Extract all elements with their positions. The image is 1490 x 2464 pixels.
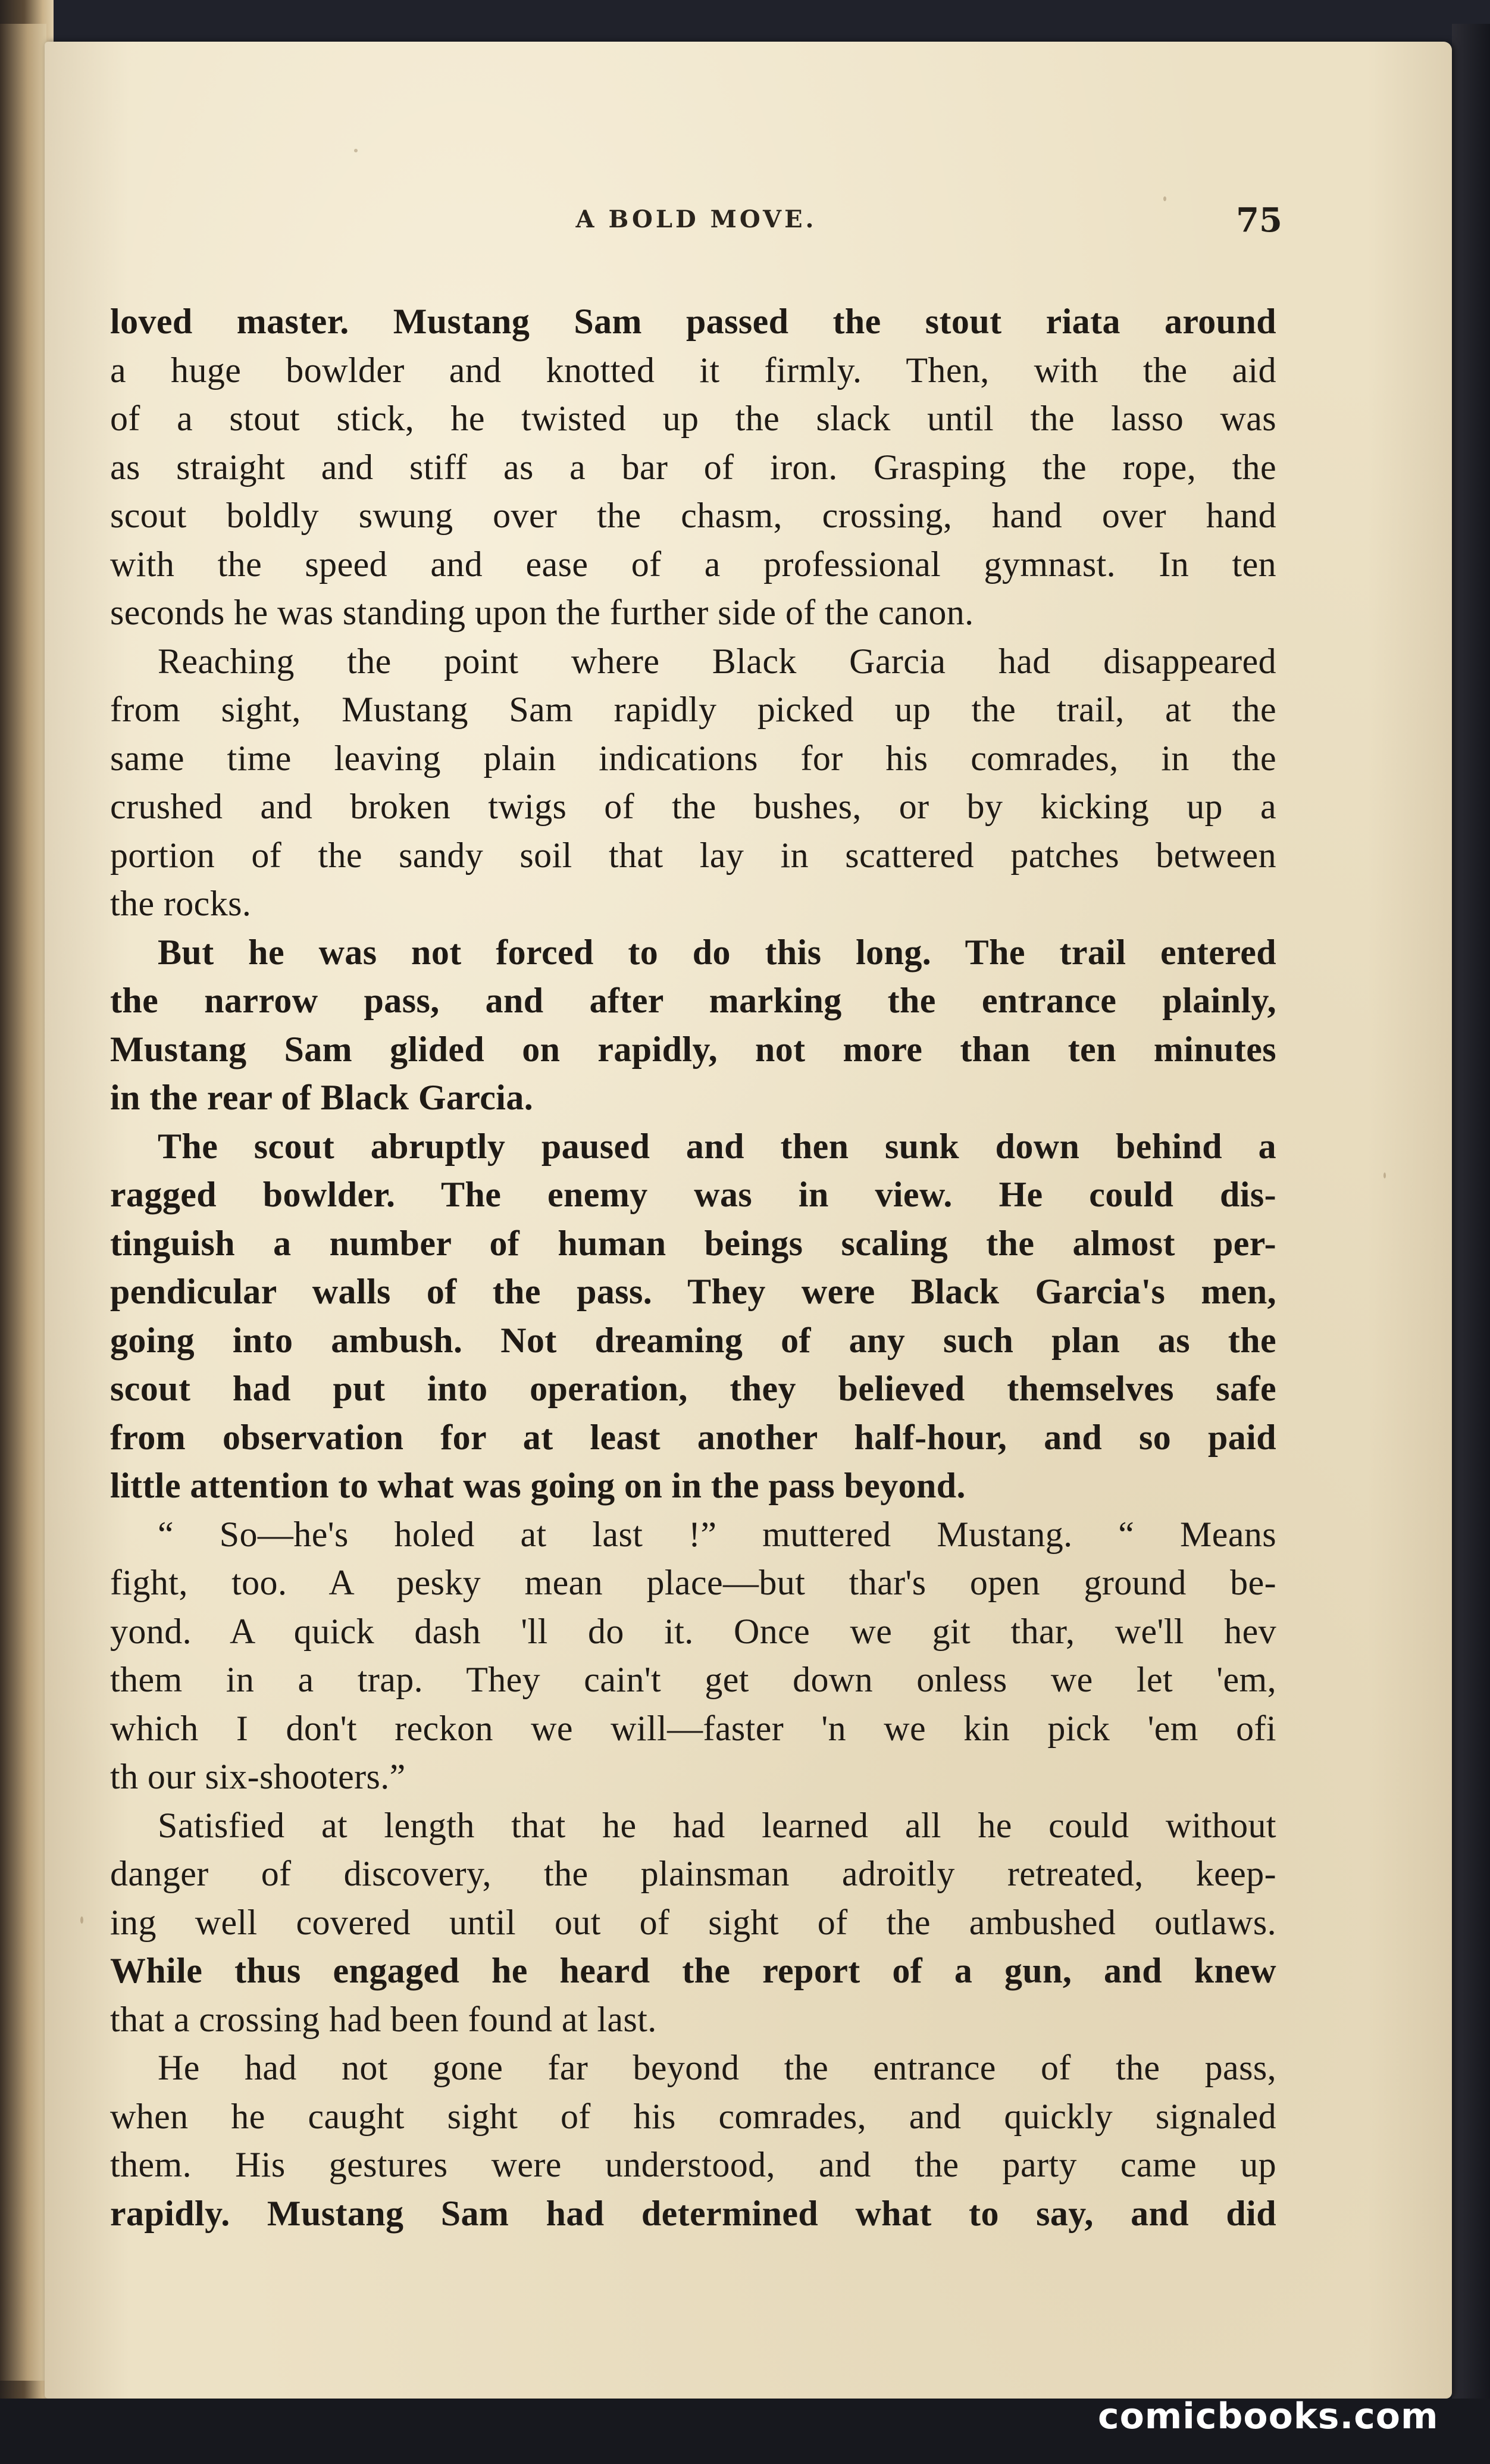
text-line: “ So—he's holed at last !” muttered Mustang. “ Means: [158, 1514, 1276, 1554]
text-line: going into ambush. Not dreaming of any such plan as the: [110, 1320, 1276, 1360]
text-line: them. His gestures were understood, and the party came up: [110, 2145, 1276, 2184]
text-line: a huge bowlder and knotted it firmly. Then, with the aid: [110, 350, 1276, 390]
text-line: rapidly. Mustang Sam had determined what to say, and did: [110, 2193, 1276, 2233]
text-line: pendicular walls of the pass. They were Black Garcia's men,: [110, 1272, 1276, 1311]
text-line: Reaching the point where Black Garcia had disappeared: [158, 641, 1276, 681]
text-line: fight, too. A pesky mean place—but thar's open ground be-: [110, 1563, 1276, 1602]
text-line: seconds he was standing upon the further side of the canon.: [110, 593, 974, 632]
paper-speck: [80, 1916, 83, 1924]
text-line: crushed and broken twigs of the bushes, or by kicking up a: [110, 787, 1276, 826]
body-text: [110, 298, 1276, 2238]
text-line: when he caught sight of his comrades, and quickly signaled: [110, 2096, 1276, 2136]
text-line: the rocks.: [110, 884, 252, 923]
text-line: But he was not forced to do this long. The trail entered: [158, 932, 1276, 972]
text-line: from sight, Mustang Sam rapidly picked up the trail, at the: [110, 690, 1276, 729]
paper-speck: [1383, 1172, 1386, 1178]
text-line: portion of the sandy soil that lay in scattered patches between: [110, 835, 1276, 875]
text-line: While thus engaged he heard the report of a gun, and knew: [110, 1951, 1276, 1990]
page-number: 75: [1236, 201, 1282, 240]
paper-speck: [354, 149, 358, 152]
text-line: He had not gone far beyond the entrance of the pass,: [158, 2048, 1276, 2087]
text-line: scout boldly swung over the chasm, crossing, hand over hand: [110, 496, 1276, 535]
text-line: th our six-shooters.”: [110, 1757, 406, 1796]
left-page-edge: [0, 24, 46, 2381]
text-line: in the rear of Black Garcia.: [110, 1078, 534, 1117]
text-line: as straight and stiff as a bar of iron. Grasping the rope, the: [110, 447, 1276, 487]
text-line: which I don't reckon we will—faster 'n we kin pick 'em ofi: [110, 1708, 1276, 1748]
text-line: from observation for at least another half-hour, and so paid: [110, 1417, 1276, 1457]
watermark: comicbooks.com: [1098, 2396, 1439, 2437]
text-line: ing well covered until out of sight of the ambushed outlaws.: [110, 1902, 1276, 1942]
paper-speck: [1163, 196, 1166, 201]
text-line: tinguish a number of human beings scaling the almost per-: [110, 1223, 1276, 1263]
text-line: Mustang Sam glided on rapidly, not more than ten minutes: [110, 1029, 1276, 1069]
text-line: with the speed and ease of a professional gymnast. In ten: [110, 544, 1276, 584]
text-line: of a stout stick, he twisted up the slack until the lasso was: [110, 399, 1276, 438]
text-line: little attention to what was going on in the pass beyond.: [110, 1466, 966, 1505]
chapter-title: A BOLD MOVE.: [575, 205, 817, 233]
text-line: the narrow pass, and after marking the entrance plainly,: [110, 981, 1276, 1020]
text-line: The scout abruptly paused and then sunk down behind a: [158, 1126, 1276, 1166]
text-line: Satisfied at length that he had learned all he could without: [158, 1805, 1276, 1845]
text-line: yond. A quick dash 'll do it. Once we git thar, we'll hev: [110, 1611, 1276, 1651]
right-edge-shadow: [1452, 24, 1490, 2464]
running-head: [110, 201, 1282, 247]
text-line: that a crossing had been found at last.: [110, 1999, 657, 2039]
text-line: danger of discovery, the plainsman adroitly retreated, keep-: [110, 1854, 1276, 1893]
text-line: same time leaving plain indications for his comrades, in the: [110, 738, 1276, 778]
text-line: loved master. Mustang Sam passed the stout riata around: [110, 302, 1276, 341]
text-line: them in a trap. They cain't get down onless we let 'em,: [110, 1660, 1276, 1699]
text-line: scout had put into operation, they believed themselves safe: [110, 1369, 1276, 1408]
text-line: ragged bowlder. The enemy was in view. He could dis-: [110, 1175, 1276, 1214]
